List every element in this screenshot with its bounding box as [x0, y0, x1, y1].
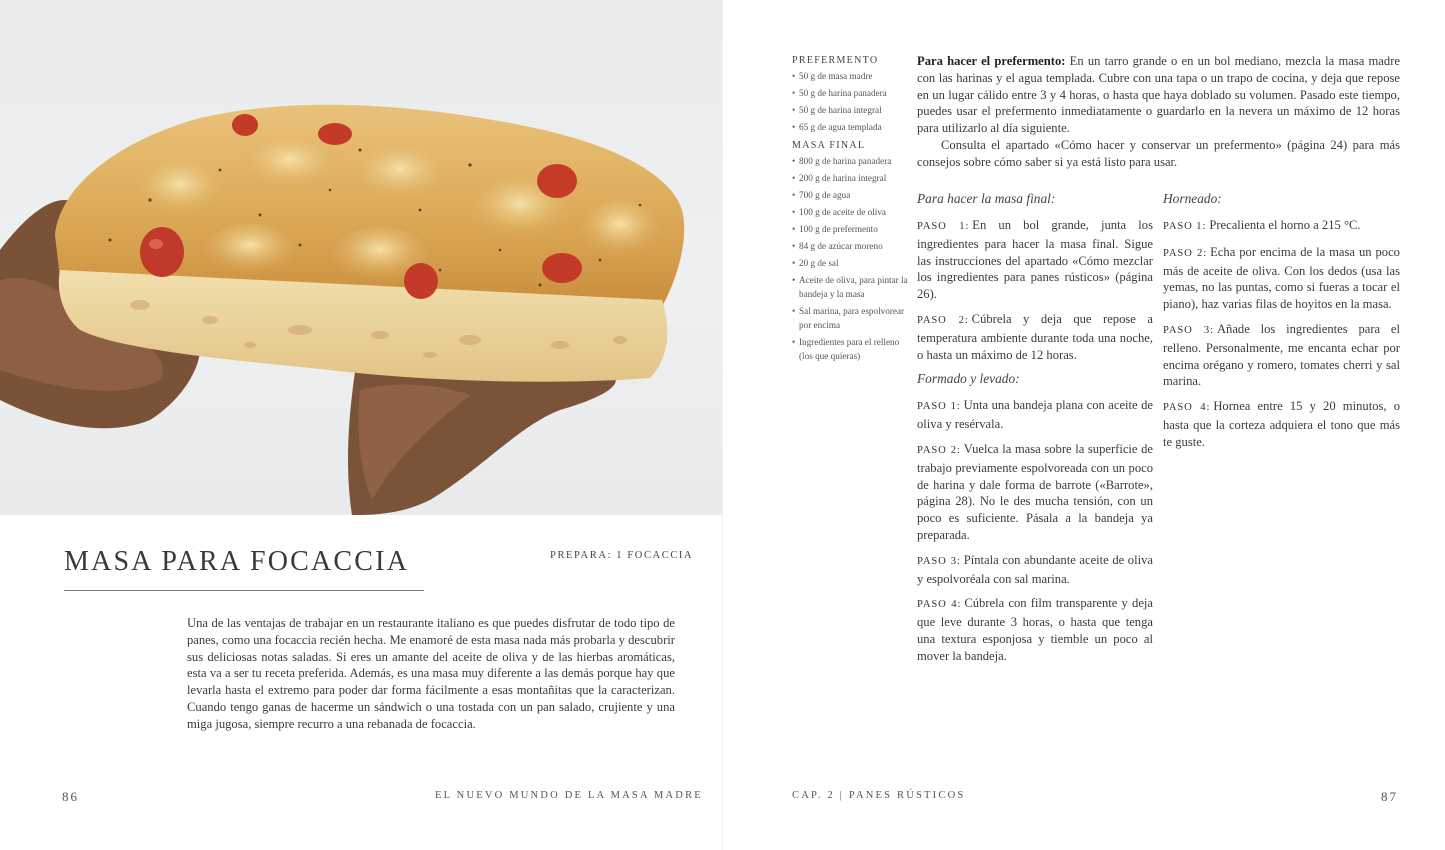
prefermento-lead: Para hacer el prefermento:: [917, 54, 1066, 68]
step-text: Píntala con abundante aceite de oliva y espolvoréala con sal marina.: [917, 552, 1153, 586]
step-label: PASO 2:: [917, 314, 969, 326]
page-number-left: 86: [62, 789, 79, 804]
step-text: Unta una bandeja plana con aceite de oliva y resérvala.: [917, 398, 1153, 432]
recipe-yield: PREPARA: 1 FOCACCIA: [550, 550, 694, 561]
formado-step-2: [917, 441, 1153, 544]
formado-heading: Formado y levado:: [917, 371, 1020, 387]
masa-final-step-2: [917, 311, 1153, 363]
ingredients-list-masa-final: [792, 154, 910, 363]
step-text: Hornea entre 15 y 20 minutos, o hasta que la corteza adquiera el tono que más te guste.: [1163, 399, 1400, 449]
step-label: PASO 1:: [1163, 221, 1207, 232]
masa-final-step-1: [917, 217, 1153, 303]
ingredient-item: • 50 g de harina integral: [792, 103, 910, 117]
ingredient-item: • 700 g de agua: [792, 188, 910, 202]
step-text: En un bol grande, junta los ingredientes para hacer la masa final. Sigue las instrucciones del apartado «Cómo mezclar los ingredientes para panes rústicos» (página 26).: [917, 218, 1153, 302]
step-label: PASO 3:: [917, 555, 961, 567]
ingredient-item: • Sal marina, para espolvorear por encima: [792, 304, 910, 332]
recipe-title: MASA PARA FOCACCIA: [64, 546, 410, 577]
ingredient-item: • 100 g de aceite de oliva: [792, 205, 910, 219]
step-text: Añade los ingredientes para el relleno. Personalmente, me encanta echar por encima orégano y romero, tomates cherri y sal marina.: [1163, 321, 1400, 389]
step-text: Cúbrela con film transparente y deja que leve durante 3 horas, o hasta que tenga una textura esponjosa y tiemble un poco al mover la bandeja.: [917, 596, 1153, 663]
ingredient-item: • Aceite de oliva, para pintar la bandeja y la masa: [792, 273, 910, 301]
ingredients-heading-prefermento: PREFERMENTO: [792, 55, 879, 66]
horneado-step-3: [1163, 321, 1400, 390]
masa-final-heading: Para hacer la masa final:: [917, 191, 1056, 206]
formado-step-4: [917, 595, 1153, 664]
running-head-left: EL NUEVO MUNDO DE LA MASA MADRE: [435, 790, 703, 801]
step-text: Precalienta el horno a 215 °C.: [1209, 218, 1361, 232]
ingredient-item: • 100 g de prefermento: [792, 222, 910, 236]
formado-step-1: [917, 397, 1153, 433]
running-head-right: CAP. 2 | PANES RÚSTICOS: [792, 790, 966, 801]
recipe-intro: Una de las ventajas de trabajar en un restaurante italiano es que puedes disfrutar de todo tipo de panes, como una focaccia recién hecha. Me enamoré de esta masa nada más probarla y descubrir sus deliciosas notas saladas. Si eres un amante del aceite de oliva y de las hierbas aromáticas, esta va a ser tu receta preferida. Además, es una masa muy diferente a las demás porque hay que levarla hasta el extremo para poder dar forma fácilmente a esas montañitas que la caracterizan. Cuando tengo ganas de hacerme un sándwich o una tostada con un pan salado, crujiente y una miga jugosa, siempre recurro a una rebanada de focaccia.: [187, 616, 675, 731]
method-column-left: [917, 191, 1153, 673]
horneado-step-2: [1163, 244, 1400, 313]
step-text: Vuelca la masa sobre la superficie de trabajo previamente espolvoreada con un poco de harina y dale forma de barrote («Barrote», página 28). No le des mucha tensión, con un poco es suficiente. Pásala a la bandeja ya preparada.: [917, 441, 1153, 542]
prefermento-note: Consulta el apartado «Cómo hacer y conservar un prefermento» (página 24) para más consejos sobre cómo saber si ya está listo para usar.: [917, 137, 1400, 169]
page-number-right: 87: [1381, 789, 1398, 804]
step-text: Echa por encima de la masa un poco más de aceite de oliva. Con los dedos (usa las yemas, no las puntas, como si fueras a tocar el piano), haz varias filas de hoyitos en la masa.: [1163, 244, 1400, 312]
focaccia-photo: [0, 0, 722, 515]
step-text: Cúbrela y deja que repose a temperatura ambiente durante toda una noche, o hasta un máximo de 12 horas.: [917, 311, 1153, 362]
ingredient-item: • 20 g de sal: [792, 256, 910, 270]
ingredients-heading-masa-final: MASA FINAL: [792, 140, 866, 151]
horneado-step-4: [1163, 398, 1400, 450]
horneado-heading: Horneado:: [1163, 191, 1222, 206]
ingredient-item: • 50 g de harina panadera: [792, 86, 910, 100]
spread-gutter: [722, 0, 723, 850]
horneado-step-1: [1163, 217, 1400, 236]
prefermento-paragraph: [917, 53, 1400, 137]
step-label: PASO 4:: [917, 599, 962, 611]
ingredients-list-prefermento: [792, 69, 910, 134]
prefermento-text: En un tarro grande o en un bol mediano, mezcla la masa madre con las harinas y el agua templada. Cubre con una tapa o un trapo de cocina, y deja que repose en un lugar cálido entre 3 y 4 horas, o hasta que haya doblado su volumen. Pasado este tiempo, puedes usar el prefermento inmediatamente o guardarlo en la nevera un máximo de 12 horas para utilizarlo al día siguiente.: [917, 54, 1400, 136]
ingredient-item: • 50 g de masa madre: [792, 69, 910, 83]
step-label: PASO 1:: [917, 221, 970, 232]
step-label: PASO 4:: [1163, 402, 1211, 414]
ingredient-item: • 200 g de harina integral: [792, 171, 910, 185]
prefermento-method: [917, 53, 1400, 171]
ingredient-item: • 65 g de agua templada: [792, 120, 910, 134]
ingredient-item: • 84 g de azúcar moreno: [792, 239, 910, 253]
formado-step-3: [917, 552, 1153, 588]
step-label: PASO 2:: [917, 444, 961, 456]
title-underline: [64, 590, 424, 591]
method-column-right: [1163, 191, 1400, 459]
step-label: PASO 2:: [1163, 247, 1208, 259]
step-label: PASO 3:: [1163, 324, 1214, 336]
step-label: PASO 1:: [917, 401, 961, 413]
ingredients-sidebar: [792, 55, 910, 366]
ingredient-item: • Ingredientes para el relleno (los que quieras): [792, 335, 910, 363]
ingredient-item: • 800 g de harina panadera: [792, 154, 910, 168]
